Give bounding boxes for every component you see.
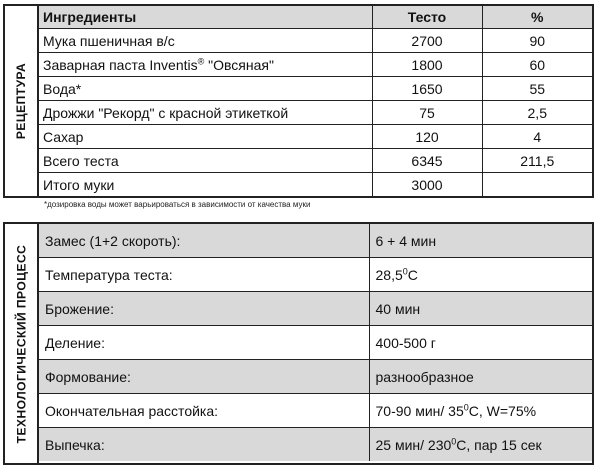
value-suffix: С, пар 15 сек [456, 436, 542, 453]
degree-mark: 0 [451, 435, 457, 446]
process-section [3, 222, 594, 465]
ingredient-dough: 2700 [372, 29, 482, 53]
value-main: 25 мин/ 230 [375, 436, 452, 453]
table-row [39, 360, 592, 394]
process-value: 6 + 4 мин [369, 224, 592, 258]
ingredient-dough: 1800 [372, 53, 482, 77]
recipe-section [3, 4, 594, 198]
table-row [39, 29, 592, 53]
ingredient-name-main: Заварная паста Inventis [43, 56, 198, 73]
ingredient-percent: 4 [482, 125, 592, 149]
table-row [39, 149, 592, 173]
ingredient-percent: 60 [482, 53, 592, 77]
process-section-label: ТЕХНОЛОГИЧЕСКИЙ ПРОЦЕСС [14, 244, 29, 443]
ingredient-name: Сахар [39, 125, 372, 149]
ingredient-percent: 55 [482, 77, 592, 101]
value-main: 28,5 [375, 266, 403, 283]
registered-mark: ® [197, 55, 205, 66]
process-label-cell [5, 224, 39, 463]
header-percent: % [482, 6, 592, 29]
table-row [39, 292, 592, 326]
process-step: Выпечка: [39, 428, 369, 462]
process-step: Брожение: [39, 292, 369, 326]
process-value: разнообразное [369, 360, 592, 394]
process-value: 40 мин [369, 292, 592, 326]
ingredient-dough: 1650 [372, 77, 482, 101]
ingredient-name-suffix: "Овсяная" [204, 56, 274, 73]
table-row [39, 258, 592, 292]
ingredient-percent: 211,5 [482, 149, 592, 173]
table-row [39, 53, 592, 77]
ingredient-dough: 75 [372, 101, 482, 125]
ingredient-name [39, 53, 372, 77]
recipe-label-cell [5, 6, 39, 196]
ingredient-dough: 120 [372, 125, 482, 149]
ingredient-percent: 90 [482, 29, 592, 53]
header-dough: Тесто [372, 6, 482, 29]
ingredient-percent: 2,5 [482, 101, 592, 125]
table-row [39, 77, 592, 101]
ingredient-name: Вода* [39, 77, 372, 101]
process-value [369, 258, 592, 292]
ingredient-name: Итого муки [39, 173, 372, 197]
value-main: 70-90 мин/ 35 [375, 402, 464, 419]
ingredient-name: Дрожжи "Рекорд" с красной этикеткой [39, 101, 372, 125]
process-value [369, 428, 592, 462]
ingredient-name: Всего теста [39, 149, 372, 173]
process-step: Формование: [39, 360, 369, 394]
table-row [39, 428, 592, 462]
process-step: Окончательная расстойка: [39, 394, 369, 428]
degree-mark: 0 [463, 401, 469, 412]
table-row [39, 173, 592, 197]
table-row [39, 394, 592, 428]
process-step: Деление: [39, 326, 369, 360]
recipe-header-row [39, 6, 592, 29]
process-value: 400-500 г [369, 326, 592, 360]
table-row [39, 224, 592, 258]
value-suffix: С, W=75% [468, 402, 537, 419]
value-suffix: С [407, 266, 418, 283]
ingredient-percent [482, 173, 592, 197]
degree-mark: 0 [402, 265, 408, 276]
process-step: Температура теста: [39, 258, 369, 292]
process-step: Замес (1+2 скороть): [39, 224, 369, 258]
recipe-section-label: РЕЦЕПТУРА [14, 62, 28, 140]
header-ingredients: Ингредиенты [39, 6, 372, 29]
table-row [39, 101, 592, 125]
ingredient-dough: 3000 [372, 173, 482, 197]
ingredient-name: Мука пшеничная в/с [39, 29, 372, 53]
table-row [39, 125, 592, 149]
process-table [39, 224, 592, 461]
process-value [369, 394, 592, 428]
table-row [39, 326, 592, 360]
ingredient-dough: 6345 [372, 149, 482, 173]
recipe-table [39, 6, 592, 196]
water-footnote: *дозировка воды может варьироваться в зависимости от качества муки [44, 200, 311, 209]
